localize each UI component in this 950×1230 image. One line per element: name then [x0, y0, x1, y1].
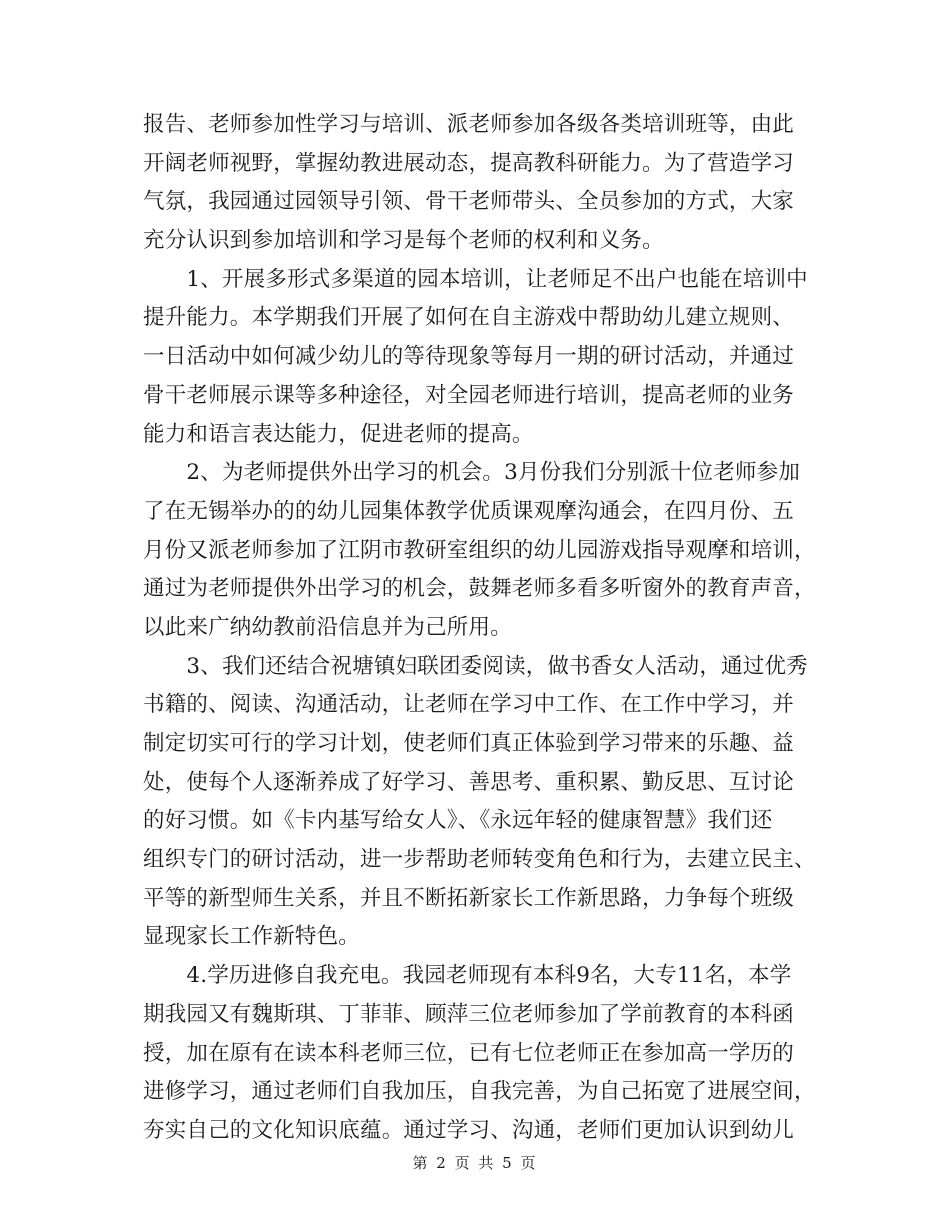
text-line: 平等的新型师生关系，并且不断拓新家长工作新思路，力争每个班级 [143, 885, 795, 911]
text-line: 授，加在原有在读本科老师三位，已有七位老师正在参加高一学历的 [143, 1040, 795, 1066]
text-line: 书籍的、阅读、沟通活动，让老师在学习中工作、在工作中学习，并 [143, 692, 795, 718]
text-line: 的好习惯。如《卡内基写给女人》、《永远年轻的健康智慧》我们还 [143, 808, 773, 834]
text-line: 夯实自己的文化知识底蕴。通过学习、沟通，老师们更加认识到幼儿 [143, 1117, 795, 1143]
text-line: 处，使每个人逐渐养成了好学习、善思考、重积累、勤反思、互讨论 [143, 769, 795, 795]
text-line: 4.学历进修自我充电。我园老师现有本科9名，大专11名，本学 [143, 963, 792, 989]
text-line: 了在无锡举办的的幼儿园集体教学优质课观摩沟通会，在四月份、五 [143, 498, 795, 524]
text-line: 开阔老师视野，掌握幼教进展动态，提高教科研能力。为了营造学习 [143, 150, 795, 176]
text-line: 能力和语言表达能力，促进老师的提高。 [143, 421, 534, 447]
text-line: 充分认识到参加培训和学习是每个老师的权利和义务。 [143, 228, 664, 254]
text-line: 通过为老师提供外出学习的机会，鼓舞老师多看多听窗外的教育声音， [143, 576, 816, 602]
text-line: 气氛，我园通过园领导引领、骨干老师带头、全员参加的方式，大家 [143, 189, 795, 215]
text-line: 显现家长工作新特色。 [143, 924, 361, 950]
text-line: 2、为老师提供外出学习的机会。3月份我们分别派十位老师参加 [143, 460, 801, 486]
text-line: 进修学习，通过老师们自我加压，自我完善，为自己拓宽了进展空间， [143, 1079, 816, 1105]
text-line: 组织专门的研讨活动，进一步帮助老师转变角色和行为，去建立民主、 [143, 847, 816, 873]
page-footer: 第 2 页 共 5 页 [412, 1154, 538, 1172]
text-line: 月份又派老师参加了江阴市教研室组织的幼儿园游戏指导观摩和培训， [143, 537, 816, 563]
text-line: 一日活动中如何减少幼儿的等待现象等每月一期的研讨活动，并通过 [143, 344, 795, 370]
text-line: 报告、老师参加性学习与培训、派老师参加各级各类培训班等，由此 [143, 112, 795, 137]
text-line: 3、我们还结合祝塘镇妇联团委阅读，做书香女人活动，通过优秀 [143, 653, 808, 679]
text-line: 制定切实可行的学习计划，使老师们真正体验到学习带来的乐趣、益 [143, 731, 795, 756]
text-line: 以此来广纳幼教前沿信息并为己所用。 [143, 614, 512, 640]
text-line: 1、开展多形式多渠道的园本培训，让老师足不出户也能在培训中 [143, 266, 808, 292]
text-line: 期我园又有魏斯琪、丁菲菲、顾萍三位老师参加了学前教育的本科函 [143, 1001, 795, 1027]
document-body [143, 106, 816, 1151]
text-line: 骨干老师展示课等多种途径，对全园老师进行培训，提高老师的业务 [143, 382, 795, 408]
text-line: 提升能力。本学期我们开展了如何在自主游戏中帮助幼儿建立规则、 [143, 305, 795, 331]
